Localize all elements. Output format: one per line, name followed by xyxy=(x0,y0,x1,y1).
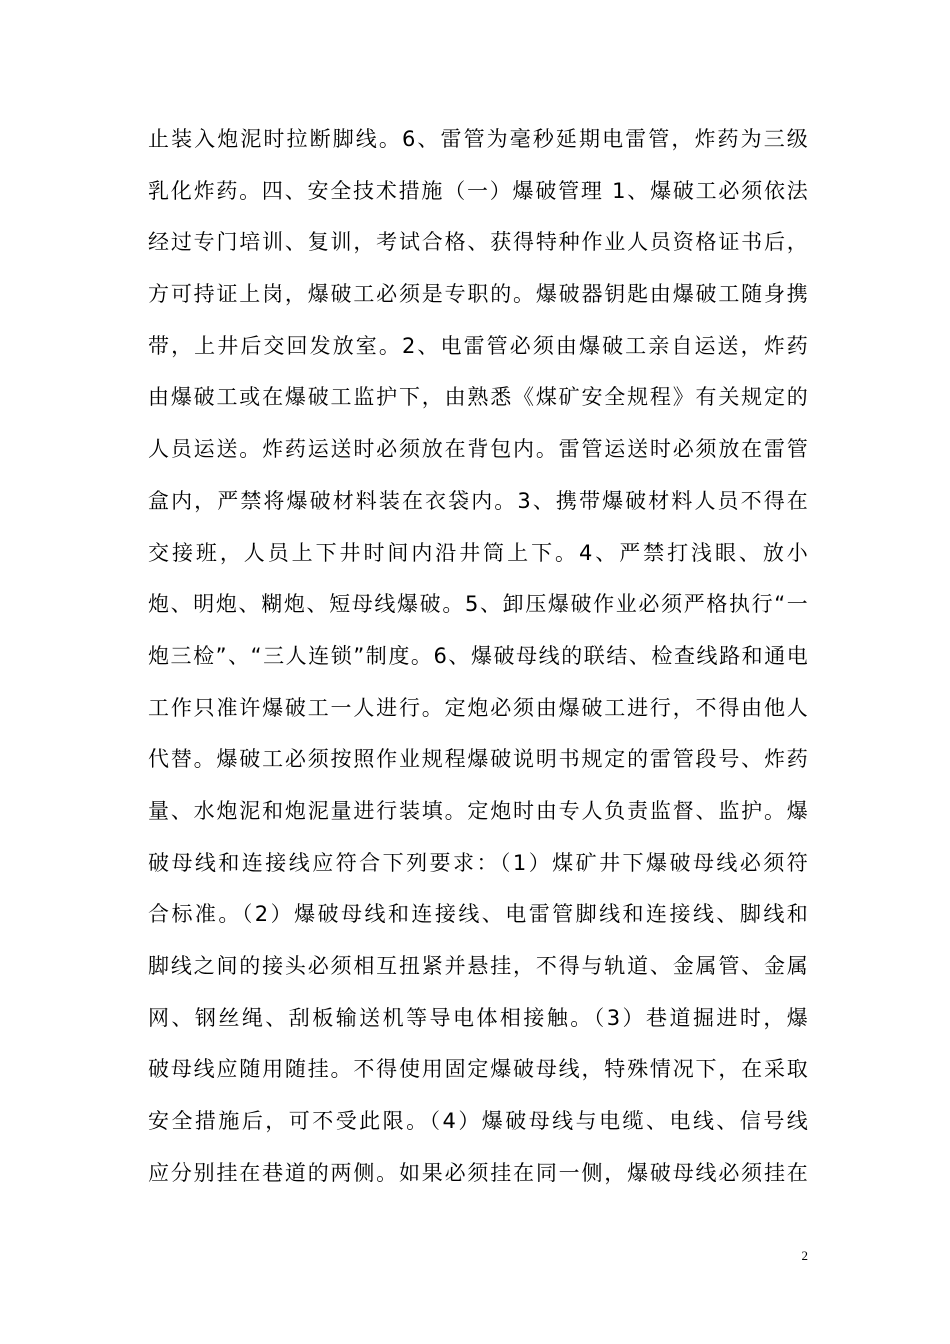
text-line: 代替。爆破工必须按照作业规程爆破说明书规定的雷管段号、炸药 xyxy=(148,747,808,772)
text-line: 方可持证上岗，爆破工必须是专职的。爆破器钥匙由爆破工随身携 xyxy=(148,282,808,307)
text-line: 乳化炸药。四、安全技术措施（一）爆破管理 1、爆破工必须依法 xyxy=(148,178,808,203)
text-line: 炮三检”、“三人连锁”制度。6、爆破母线的联结、检查线路和通电 xyxy=(148,643,808,668)
text-line: 量、水炮泥和炮泥量进行装填。定炮时由专人负责监督、监护。爆 xyxy=(148,798,808,823)
page-number: 2 xyxy=(801,1248,808,1263)
text-line: 工作只准许爆破工一人进行。定炮必须由爆破工进行，不得由他人 xyxy=(148,695,808,720)
text-line: 由爆破工或在爆破工监护下，由熟悉《煤矿安全规程》有关规定的 xyxy=(148,385,808,410)
text-line: 脚线之间的接头必须相互扭紧并悬挂，不得与轨道、金属管、金属 xyxy=(148,954,808,978)
body-text xyxy=(148,114,808,1199)
text-line: 破母线应随用随挂。不得使用固定爆破母线，特殊情况下，在采取 xyxy=(148,1057,808,1082)
text-line: 带，上井后交回发放室。2、电雷管必须由爆破工亲自运送，炸药 xyxy=(148,333,808,358)
text-line: 网、钢丝绳、刮板输送机等导电体相接触。（3）巷道掘进时，爆 xyxy=(148,1005,808,1030)
text-line: 破母线和连接线应符合下列要求：（1）煤矿井下爆破母线必须符 xyxy=(148,850,808,875)
text-line: 经过专门培训、复训，考试合格、获得特种作业人员资格证书后， xyxy=(148,230,808,255)
text-line: 安全措施后，可不受此限。（4）爆破母线与电缆、电线、信号线 xyxy=(148,1109,808,1134)
text-line: 盒内，严禁将爆破材料装在衣袋内。3、携带爆破材料人员不得在 xyxy=(148,488,808,513)
text-line: 交接班，人员上下井时间内沿井筒上下。4、严禁打浅眼、放小 xyxy=(148,540,808,565)
text-line: 人员运送。炸药运送时必须放在背包内。雷管运送时必须放在雷管 xyxy=(148,437,808,462)
text-line: 炮、明炮、糊炮、短母线爆破。5、卸压爆破作业必须严格执行“一 xyxy=(148,592,808,617)
text-line: 止装入炮泥时拉断脚线。6、雷管为毫秒延期电雷管，炸药为三级 xyxy=(148,127,808,151)
text-line: 合标准。（2）爆破母线和连接线、电雷管脚线和连接线、脚线和 xyxy=(148,902,808,927)
text-line: 应分别挂在巷道的两侧。如果必须挂在同一侧，爆破母线必须挂在 xyxy=(148,1160,808,1185)
